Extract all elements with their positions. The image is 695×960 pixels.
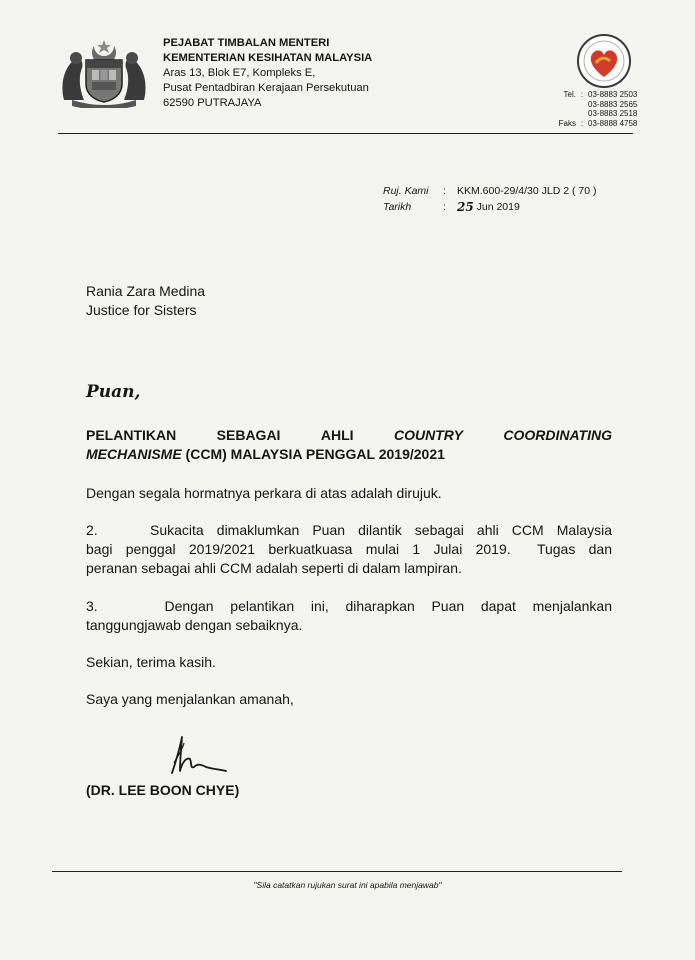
doc-text: tanggungjawab dengan sebaiknya. xyxy=(86,617,303,633)
sign-off xyxy=(86,690,612,709)
doc-text: : xyxy=(443,201,446,213)
doc-text: 2. Sukacita dimaklumkan Puan dilantik sebagai ahli CCM Malaysia xyxy=(86,522,612,538)
doc-text: peranan sebagai ahli CCM adalah seperti di dalam lampiran. xyxy=(86,560,462,576)
paragraph-3 xyxy=(86,597,612,635)
header-divider xyxy=(58,133,633,134)
doc-text: 25 xyxy=(457,200,474,214)
signatory-name: (DR. LEE BOON CHYE) xyxy=(86,782,240,798)
doc-text xyxy=(544,100,576,110)
doc-text: Pusat Pentadbiran Kerajaan Persekutuan xyxy=(163,82,369,94)
doc-text: PELANTIKAN xyxy=(86,427,177,443)
doc-text: COUNTRY xyxy=(393,427,463,443)
doc-text: Justice for Sisters xyxy=(86,302,197,318)
doc-text: 62590 PUTRAJAYA xyxy=(163,97,262,109)
doc-text: 03-8883 2565 xyxy=(588,99,638,109)
doc-text: : xyxy=(580,90,584,99)
doc-text: AHLI xyxy=(320,427,354,443)
doc-text: Rania Zara Medina xyxy=(86,283,206,299)
footer-divider xyxy=(52,871,622,872)
coat-of-arms-icon xyxy=(58,38,150,108)
doc-text: SEBAGAI xyxy=(216,427,281,443)
doc-text: Tarikh xyxy=(383,201,412,213)
doc-text: 3. Dengan pelantikan ini, diharapkan Puan dapat menjalankan xyxy=(86,598,612,614)
paragraph-2 xyxy=(86,521,612,578)
doc-text: Dengan segala hormatnya perkara di atas adalah dirujuk. xyxy=(86,485,442,501)
paragraph-1 xyxy=(86,484,612,503)
doc-text: Aras 13, Blok E7, Kompleks E, xyxy=(163,67,316,79)
doc-text: KKM.600-29/4/30 JLD 2 ( 70 ) xyxy=(457,185,597,197)
doc-text: MECHANISME xyxy=(86,446,182,462)
doc-text: : xyxy=(443,185,446,197)
footer-note: "Sila catatkan rujukan surat ini apabila menjawab" xyxy=(253,880,442,890)
doc-text: Saya yang menjalankan amanah, xyxy=(86,691,294,707)
doc-text: KEMENTERIAN KESIHATAN MALAYSIA xyxy=(163,52,373,64)
ministry-logo-icon xyxy=(576,33,632,89)
office-address xyxy=(163,36,372,111)
closing-line xyxy=(86,653,612,672)
reference-block xyxy=(383,183,597,215)
contact-numbers xyxy=(544,90,637,128)
doc-text: Tel. xyxy=(563,90,576,99)
doc-text: (CCM) MALAYSIA PENGGAL 2019/2021 xyxy=(181,446,445,462)
doc-text: : xyxy=(580,118,584,128)
doc-text: Ruj. Kami xyxy=(383,185,429,197)
doc-text: bagi penggal 2019/2021 berkuatkuasa mulai 1 Julai 2019. Tugas dan xyxy=(86,541,612,557)
doc-text: 03-8883 2518 xyxy=(588,109,638,119)
recipient-block xyxy=(86,282,205,320)
doc-text: 03-8888 4758 xyxy=(588,118,638,128)
doc-text: Sekian, terima kasih. xyxy=(86,654,216,670)
doc-text: 03-8883 2503 xyxy=(588,90,638,99)
doc-text: Faks xyxy=(558,118,576,128)
letter-subject xyxy=(86,426,612,464)
doc-text: Jun 2019 xyxy=(473,201,520,213)
salutation: Puan, xyxy=(86,382,141,402)
doc-text xyxy=(544,109,576,119)
doc-text: PEJABAT TIMBALAN MENTERI xyxy=(163,37,330,49)
doc-text: COORDINATING xyxy=(503,427,612,443)
handwritten-signature xyxy=(168,733,232,777)
